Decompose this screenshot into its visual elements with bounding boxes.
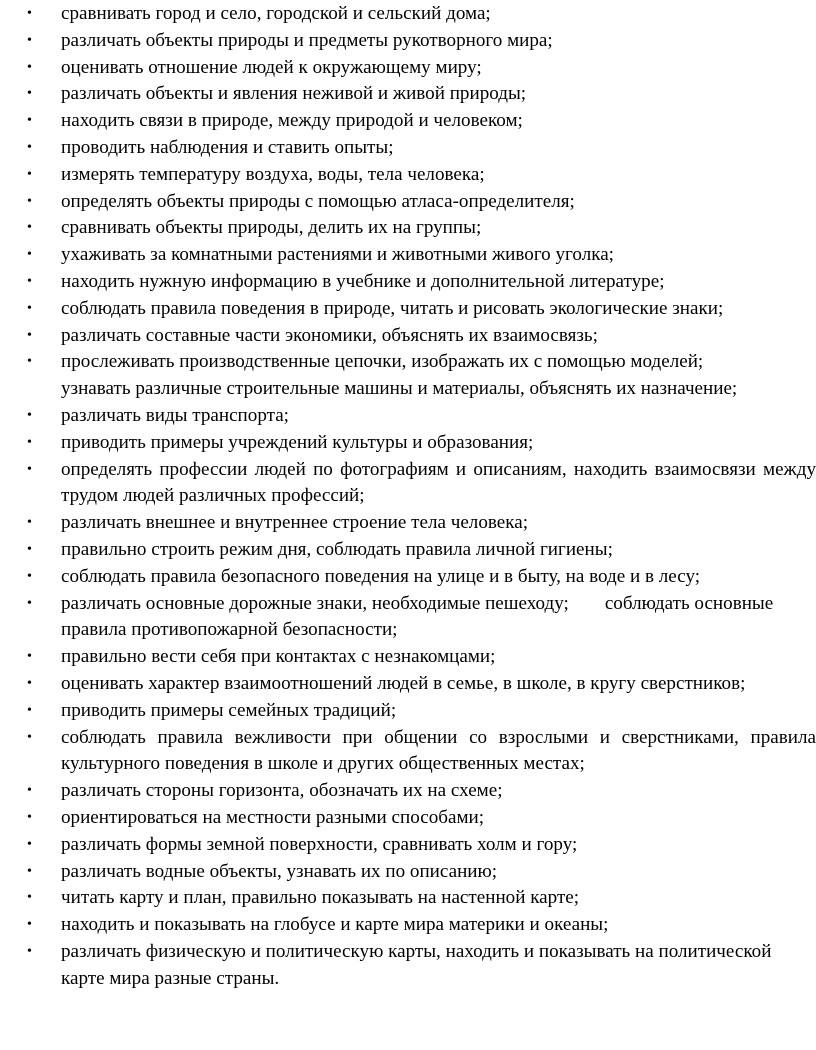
bullet: • xyxy=(27,139,32,155)
bullet: • xyxy=(27,166,32,182)
bullet: • xyxy=(27,809,32,825)
bullet: • xyxy=(27,407,32,423)
list-item-text: находить и показывать на глобусе и карте мира материки и океаны; xyxy=(61,914,609,936)
list-item xyxy=(0,28,816,55)
bullet: • xyxy=(27,890,32,906)
list-item xyxy=(0,1,816,28)
list-item-text: соблюдать правила безопасного поведения на улице и в быту, на воде и в лесу; xyxy=(61,565,701,587)
bullet: • xyxy=(27,541,32,557)
list-item xyxy=(0,108,816,135)
list-item-text: сравнивать город и село, городской и сельский дома; xyxy=(61,3,491,24)
bullet: • xyxy=(27,6,32,21)
bullet: • xyxy=(27,783,32,799)
bullet: • xyxy=(27,702,32,718)
list-item xyxy=(0,296,816,323)
bullet: • xyxy=(27,729,32,745)
bullet: • xyxy=(27,568,32,584)
list-item-text: находить связи в природе, между природой и человеком; xyxy=(61,110,523,132)
list-item-text: читать карту и план, правильно показывать на настенной карте; xyxy=(61,887,580,909)
list-item-text: находить нужную информацию в учебнике и дополнительной литературе; xyxy=(61,270,665,292)
list-item-text: узнавать различные строительные машины и материалы, объяснять их назначение; xyxy=(61,378,738,400)
list-item xyxy=(0,55,816,82)
list-item-text: правильно строить режим дня, соблюдать правила личной гигиены; xyxy=(61,538,613,560)
bullet: • xyxy=(27,461,32,477)
list-item-text: различать физическую и политическую карты, находить и показывать на политической карте мира разные страны. xyxy=(61,940,772,989)
bullet: • xyxy=(27,193,32,209)
list-item-text: соблюдать правила поведения в природе, читать и рисовать экологические знаки; xyxy=(61,297,724,319)
list-item xyxy=(0,591,816,645)
list-item-text xyxy=(61,591,816,645)
list-item xyxy=(0,323,816,350)
bullet: • xyxy=(27,515,32,531)
bullet: • xyxy=(27,354,32,370)
skills-list xyxy=(0,1,816,992)
list-item xyxy=(0,564,816,591)
list-item xyxy=(0,457,816,511)
list-item-text: различать виды транспорта; xyxy=(61,404,289,426)
list-item xyxy=(0,725,816,779)
list-item-text: различать составные части экономики, объяснять их взаимосвязь; xyxy=(61,324,598,346)
list-item xyxy=(0,698,816,725)
bullet: • xyxy=(27,32,32,48)
list-item xyxy=(0,805,816,832)
bullet: • xyxy=(27,59,32,75)
bullet: • xyxy=(27,595,32,611)
bullet: • xyxy=(27,675,32,691)
list-item-text-part-a: различать основные дорожные знаки, необходимые пешеходу; xyxy=(61,592,569,614)
list-item-text: ухаживать за комнатными растениями и животными живого уголка; xyxy=(61,244,614,266)
bullet: • xyxy=(27,836,32,852)
list-item-text: различать внешнее и внутреннее строение тела человека; xyxy=(61,512,529,534)
list-item-text: сравнивать объекты природы, делить их на группы; xyxy=(61,217,482,239)
list-item xyxy=(0,832,816,859)
list-item xyxy=(0,135,816,162)
list-item-text: прослеживать производственные цепочки, изображать их с помощью моделей; xyxy=(61,351,704,373)
bullet: • xyxy=(27,327,32,343)
list-item xyxy=(0,537,816,564)
list-item xyxy=(0,510,816,537)
list-item xyxy=(0,644,816,671)
list-item-text: различать стороны горизонта, обозначать их на схеме; xyxy=(61,780,503,802)
list-item-text: различать объекты и явления неживой и живой природы; xyxy=(61,83,527,105)
list-item-text: определять объекты природы с помощью атласа-определителя; xyxy=(61,190,575,212)
list-item-continuation xyxy=(0,376,816,403)
list-item-text: различать объекты природы и предметы рукотворного мира; xyxy=(61,29,553,51)
list-item-text: измерять температуру воздуха, воды, тела человека; xyxy=(61,163,485,185)
list-item-text: приводить примеры учреждений культуры и образования; xyxy=(61,431,534,453)
list-item xyxy=(0,939,816,993)
list-item-text: соблюдать правила вежливости при общении со взрослыми и сверстниками, правила культурного поведения в школе и других общественных местах; xyxy=(61,726,816,775)
bullet: • xyxy=(27,649,32,665)
list-item xyxy=(0,189,816,216)
list-item xyxy=(0,430,816,457)
list-item xyxy=(0,215,816,242)
bullet: • xyxy=(27,434,32,450)
list-item xyxy=(0,403,816,430)
list-item xyxy=(0,778,816,805)
list-item xyxy=(0,859,816,886)
bullet: • xyxy=(27,247,32,263)
bullet: • xyxy=(27,917,32,933)
bullet: • xyxy=(27,273,32,289)
list-item-text: оценивать отношение людей к окружающему миру; xyxy=(61,56,482,78)
bullet: • xyxy=(27,86,32,102)
bullet: • xyxy=(27,863,32,879)
list-item-text: проводить наблюдения и ставить опыты; xyxy=(61,136,394,158)
list-item xyxy=(0,81,816,108)
list-item xyxy=(0,885,816,912)
bullet: • xyxy=(27,220,32,236)
bullet: • xyxy=(27,113,32,129)
list-item-text: правильно вести себя при контактах с незнакомцами; xyxy=(61,646,496,668)
list-item-text-part-b: соблюдать основные правила противопожарной безопасности; xyxy=(61,592,774,641)
bullet: • xyxy=(27,300,32,316)
list-item-text: различать формы земной поверхности, сравнивать холм и гору; xyxy=(61,833,578,855)
list-item xyxy=(0,269,816,296)
list-item-text: различать водные объекты, узнавать их по описанию; xyxy=(61,860,498,882)
list-item xyxy=(0,349,816,376)
list-item xyxy=(0,242,816,269)
list-item-text: оценивать характер взаимоотношений людей в семье, в школе, в кругу сверстников; xyxy=(61,672,746,694)
list-item xyxy=(0,912,816,939)
list-item xyxy=(0,671,816,698)
list-item xyxy=(0,162,816,189)
list-item-text: определять профессии людей по фотографиям и описаниям, находить взаимосвязи между трудом людей различных профессий; xyxy=(61,458,816,507)
list-item-text: приводить примеры семейных традиций; xyxy=(61,699,397,721)
list-item-text: ориентироваться на местности разными способами; xyxy=(61,806,485,828)
bullet: • xyxy=(27,943,32,959)
